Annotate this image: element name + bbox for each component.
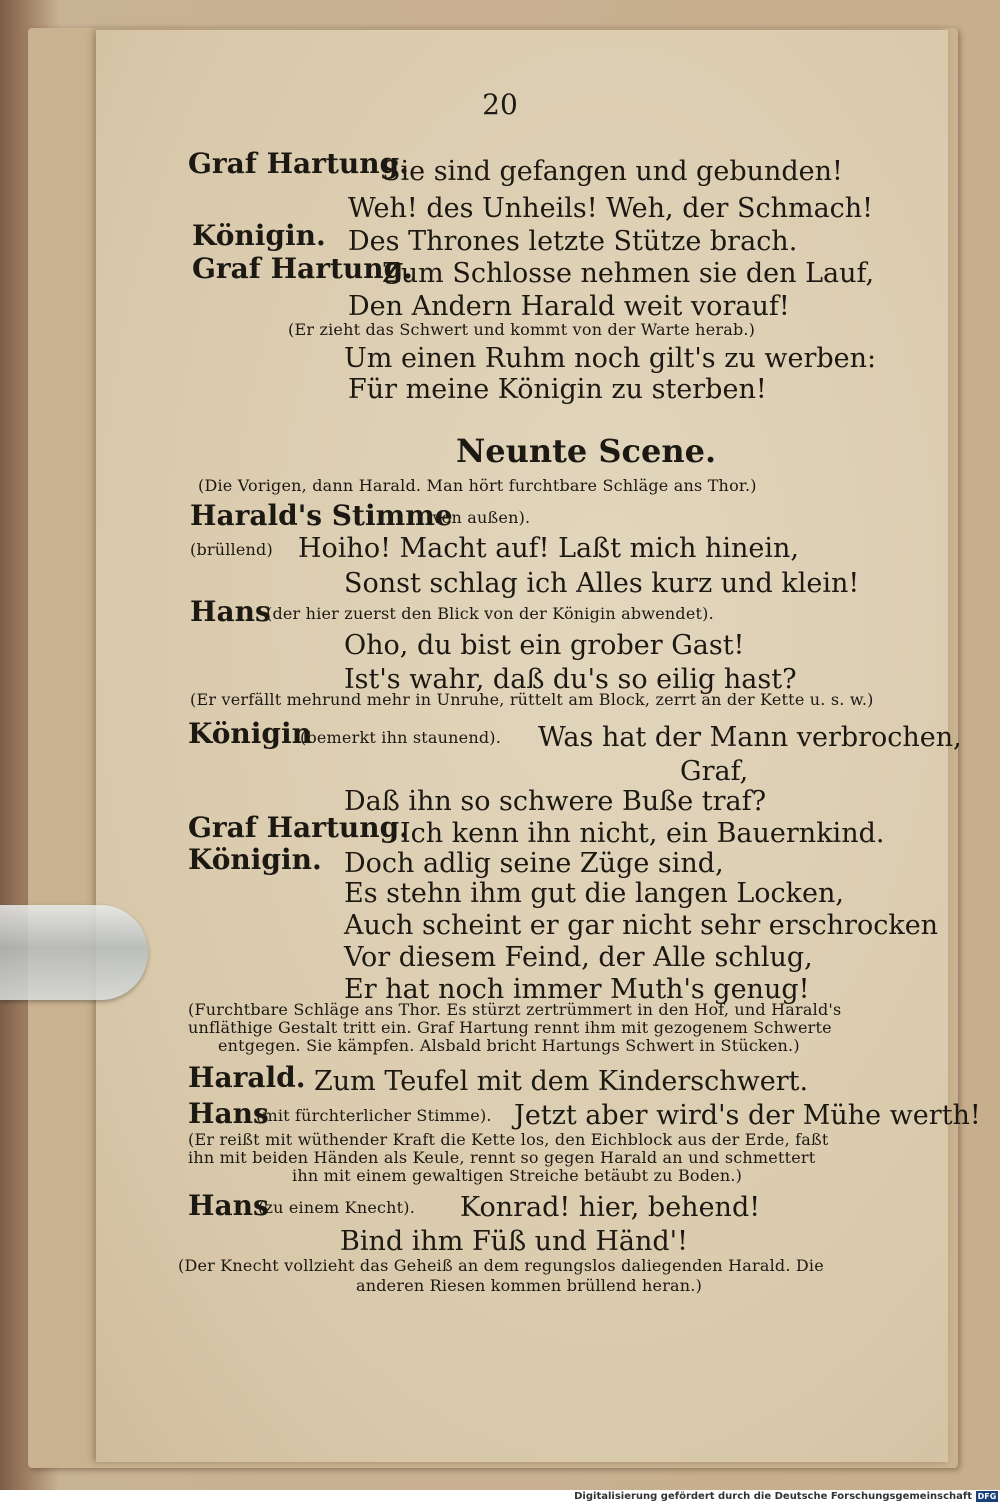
speaker-label: Königin.	[188, 843, 322, 876]
stage-direction: ihn mit beiden Händen als Keule, rennt so gegen Harald an und schmettert	[188, 1148, 816, 1167]
speaker-label: Graf Hartung.	[192, 252, 413, 285]
stage-direction: (der hier zuerst den Blick von der Königin abwendet).	[266, 604, 714, 623]
verse-line: Den Andern Harald weit vorauf!	[348, 291, 790, 322]
verse-line: Konrad! hier, behend!	[460, 1192, 761, 1223]
stage-direction: (brüllend)	[190, 540, 273, 559]
verse-line: Weh! des Unheils! Weh, der Schmach!	[348, 193, 874, 224]
verse-line: Oho, du bist ein grober Gast!	[344, 630, 745, 661]
stage-direction: unfläthige Gestalt tritt ein. Graf Hartung rennt ihm mit gezogenem Schwerte	[188, 1018, 832, 1037]
stage-direction: anderen Riesen kommen brüllend heran.)	[356, 1276, 703, 1295]
verse-line: Doch adlig seine Züge sind,	[344, 848, 724, 879]
stage-direction: (bemerkt ihn staunend).	[300, 728, 501, 747]
verse-line: Bind ihm Füß und Händ'!	[340, 1226, 688, 1257]
stage-direction: (von außen).	[426, 508, 531, 527]
verse-line: Graf,	[680, 756, 749, 787]
verse-line: Er hat noch immer Muth's genug!	[344, 974, 810, 1005]
verse-line: Auch scheint er gar nicht sehr erschrocken	[344, 910, 939, 941]
speaker-label: Hans	[190, 595, 271, 628]
speaker-label: Graf Hartung.	[188, 811, 409, 844]
stage-direction: ihn mit einem gewaltigen Streiche betäubt zu Boden.)	[292, 1166, 743, 1185]
speaker-label: Harald.	[188, 1061, 306, 1094]
verse-line: Hoiho! Macht auf! Laßt mich hinein,	[298, 533, 799, 564]
verse-line: Des Thrones letzte Stütze brach.	[348, 226, 798, 257]
stage-direction: (Er zieht das Schwert und kommt von der Warte herab.)	[288, 320, 756, 339]
verse-line: Was hat der Mann verbrochen,	[538, 722, 962, 753]
verse-line: Ist's wahr, daß du's so eilig hast?	[344, 664, 797, 695]
stage-direction: (Er verfällt mehrund mehr in Unruhe, rüttelt am Block, zerrt an der Kette u. s. w.)	[190, 690, 874, 709]
stage-direction: entgegen. Sie kämpfen. Alsbald bricht Hartungs Schwert in Stücken.)	[218, 1036, 800, 1055]
verse-line: Es stehn ihm gut die langen Locken,	[344, 878, 844, 909]
speaker-label: Hans	[188, 1097, 269, 1130]
stage-direction: (Die Vorigen, dann Harald. Man hört furchtbare Schläge ans Thor.)	[198, 476, 757, 495]
speaker-label: Harald's Stimme	[190, 499, 453, 532]
verse-line: Sie sind gefangen und gebunden!	[382, 156, 843, 187]
speaker-label: Graf Hartung.	[188, 147, 409, 180]
scene-heading: Neunte Scene.	[456, 432, 717, 470]
stage-direction: (zu einem Knecht).	[258, 1198, 416, 1217]
verse-line: Für meine Königin zu sterben!	[348, 374, 767, 405]
verse-line: Sonst schlag ich Alles kurz und klein!	[344, 568, 860, 599]
verse-line: Zum Teufel mit dem Kinderschwert.	[314, 1066, 809, 1097]
digitization-footer	[0, 1490, 1000, 1503]
stage-direction: (mit fürchterlicher Stimme).	[256, 1106, 492, 1125]
verse-line: Ich kenn ihn nicht, ein Bauernkind.	[400, 818, 885, 849]
stage-direction: (Der Knecht vollzieht das Geheiß an dem regungslos daliegenden Harald. Die	[178, 1256, 824, 1275]
dfg-logo: DFG	[977, 1492, 997, 1501]
verse-line: Vor diesem Feind, der Alle schlug,	[344, 942, 813, 973]
verse-line: Zum Schlosse nehmen sie den Lauf,	[382, 258, 875, 289]
verse-line: Daß ihn so schwere Buße traf?	[344, 786, 767, 817]
speaker-label: Königin.	[192, 219, 326, 252]
verse-line: Jetzt aber wird's der Mühe werth!	[514, 1100, 981, 1131]
footer-credit: Digitalisierung gefördert durch die Deutsche Forschungsgemeinschaft	[574, 1491, 972, 1502]
page-number: 20	[482, 88, 518, 121]
stage-direction: (Furchtbare Schläge ans Thor. Es stürzt zertrümmert in den Hof, und Harald's	[188, 1000, 842, 1019]
page-clip-bookmark	[0, 905, 148, 1000]
speaker-label: Hans	[188, 1189, 269, 1222]
verse-line: Um einen Ruhm noch gilt's zu werben:	[344, 343, 877, 374]
stage-direction: (Er reißt mit wüthender Kraft die Kette los, den Eichblock aus der Erde, faßt	[188, 1130, 829, 1149]
speaker-label: Königin	[188, 717, 312, 750]
